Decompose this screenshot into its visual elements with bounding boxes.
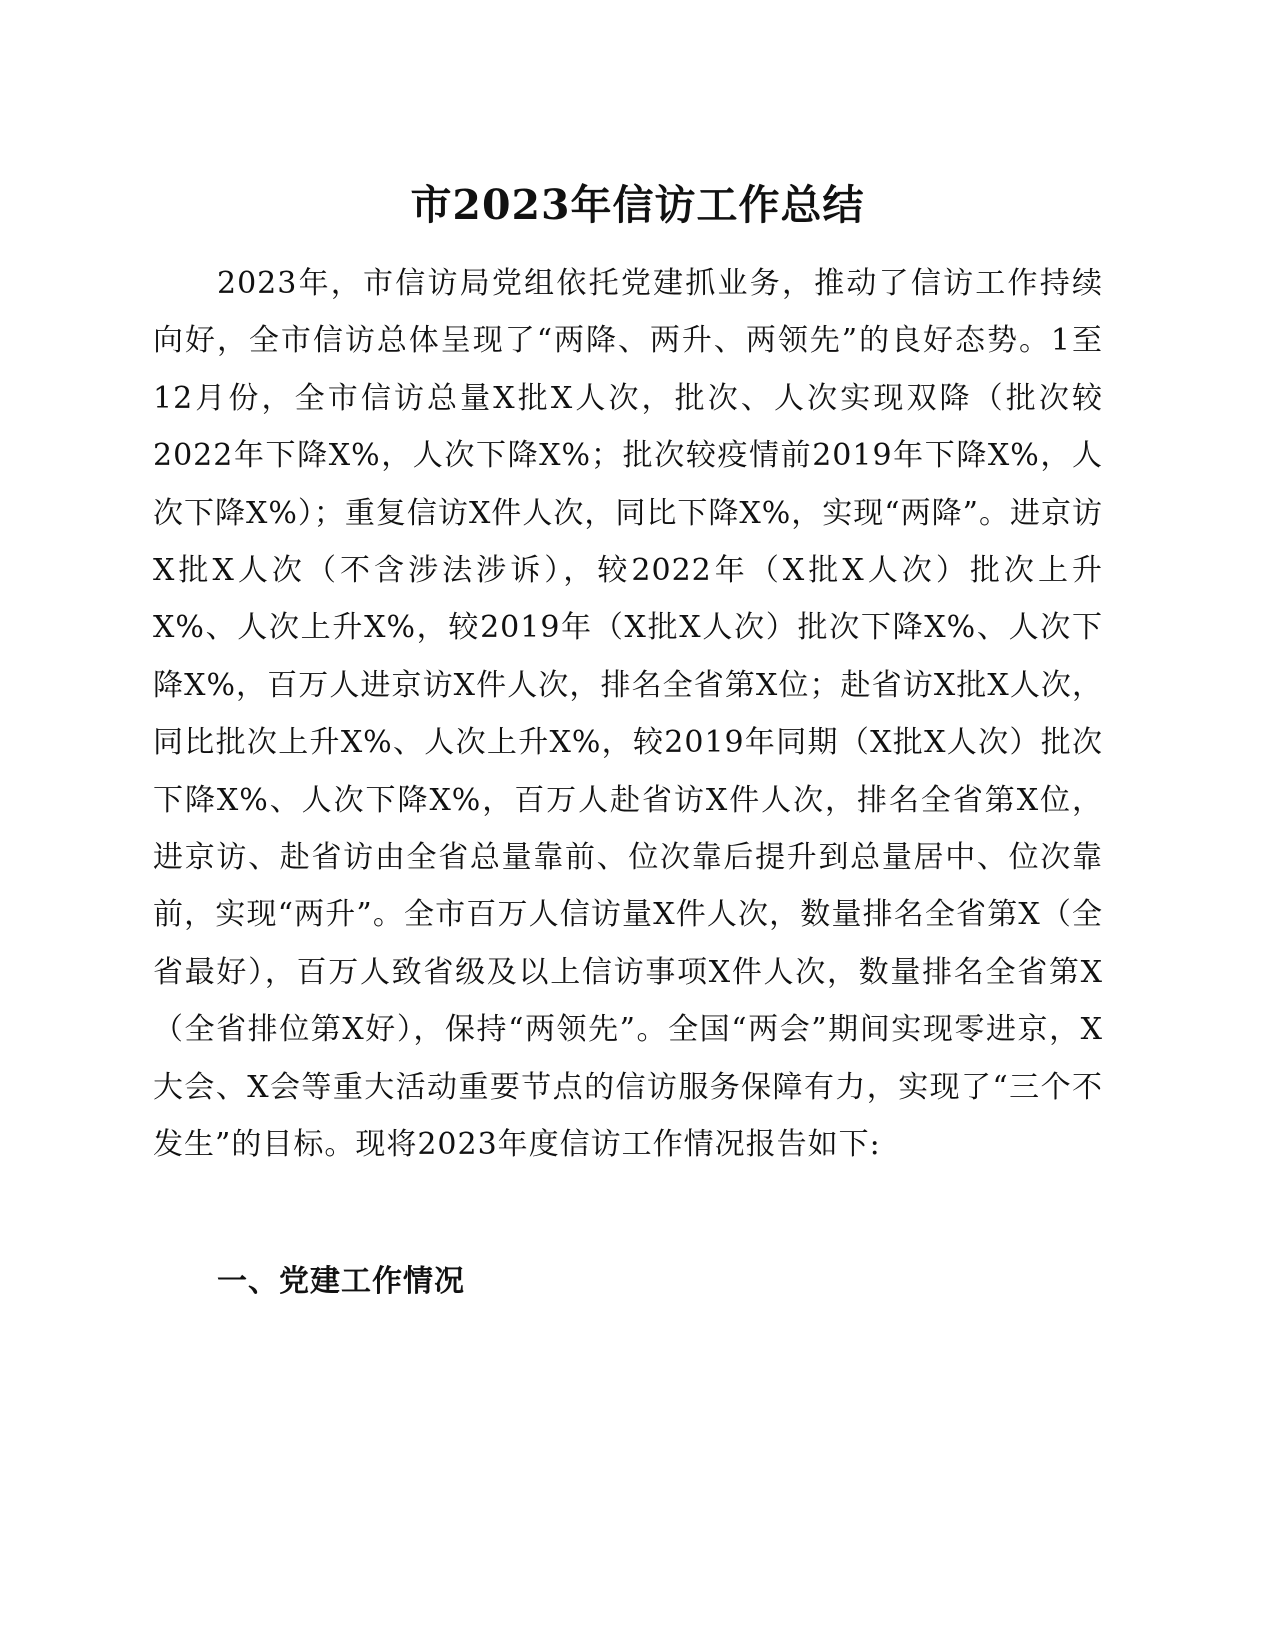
intro-paragraph: 2023年，市信访局党组依托党建抓业务，推动了信访工作持续向好，全市信访总体呈现了“两降、两升、两领先”的良好态势。1至12月份，全市信访总量X批X人次，批次、人次实现双降（批次较2022年下降X%，人次下降X%；批次较疫情前2019年下降X%，人次下降X%）；重复信访X件人次，同比下降X%，实现“两降”。进京访X批X人次（不含涉法涉诉），较2022年（X批X人次）批次上升X%、人次上升X%，较2019年（X批X人次）批次下降X%、人次下降X%，百万人进京访X件人次，排名全省第X位；赴省访X批X人次，同比批次上升X%、人次上升X%，较2019年同期（X批X人次）批次下降X%、人次下降X%，百万人赴省访X件人次，排名全省第X位，进京访、赴省访由全省总量靠前、位次靠后提升到总量居中、位次靠前，实现“两升”。全市百万人信访量X件人次，数量排名全省第X（全省最好），百万人致省级及以上信访事项X件人次，数量排名全省第X（全省排位第X好），保持“两领先”。全国“两会”期间实现零进京，X大会、X会等重大活动重要节点的信访服务保障有力，实现了“三个不发生”的目标。现将2023年度信访工作情况报告如下: — [153, 266, 1103, 1163]
section-heading-party-building: 一、党建工作情况 — [217, 1264, 465, 1299]
document-title: 市2023年信访工作总结 — [410, 181, 865, 229]
